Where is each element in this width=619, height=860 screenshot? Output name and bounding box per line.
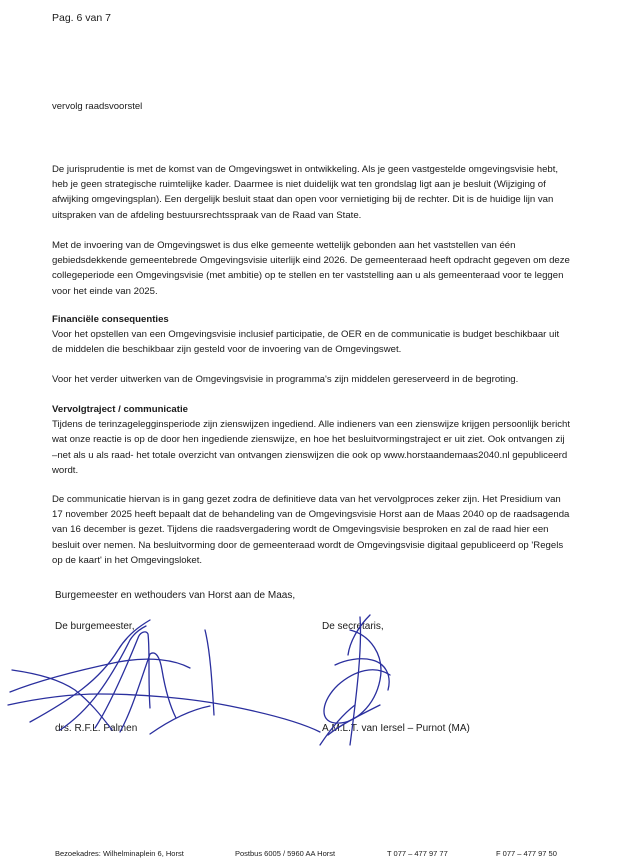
financial-section xyxy=(52,312,572,358)
mayor-title: De burgemeester, xyxy=(55,621,135,632)
body-section-1 xyxy=(52,162,572,223)
footer-phone: T 077 – 477 97 77 xyxy=(387,849,448,858)
page-number: Pag. 6 van 7 xyxy=(52,12,111,24)
signature-intro: Burgemeester en wethouders van Horst aan de Maas, xyxy=(55,590,296,601)
footer-fax: F 077 – 477 97 50 xyxy=(496,849,557,858)
mayor-signature-image xyxy=(0,610,340,750)
followup-section xyxy=(52,402,572,478)
paragraph-jurisprudence: De jurisprudentie is met de komst van de Omgevingswet in ontwikkeling. Als je geen vastgestelde omgevingsvisie hebt, heb je geen strategische ruimtelijke kader. Daarmee is niet duidelijk wat ten grondslag ligt aan je besluit (Wijziging of afwijking omgevingsplan). Een dergelijk besluit staat dan open voor vernietiging bij de rechter. Dit is de huidige lijn van uitspraken van de afdeling bestuursrechtsspraak van de Raad van State. xyxy=(52,164,559,221)
paragraph-programmes: Voor het verder uitwerken van de Omgevingsvisie in programma's zijn middelen gereserveerd in de begroting. xyxy=(52,374,519,385)
body-section-6 xyxy=(52,492,572,568)
paragraph-budget: Voor het opstellen van een Omgevingsvisie inclusief participatie, de OER en de communicatie is budget beschikbaar uit de middelen die beschikbaar zijn gesteld voor de invoering van de Omgevingswet. xyxy=(52,329,560,356)
footer-postal-address: Postbus 6005 / 5960 AA Horst xyxy=(235,849,336,858)
body-section-2 xyxy=(52,238,572,299)
footer-visit-address: Bezoekadres: Wilhelminaplein 6, Horst xyxy=(55,849,184,858)
secretary-name: A.M.L.T. van Iersel – Purnot (MA) xyxy=(322,723,470,734)
secretary-signature-image xyxy=(300,605,410,755)
financial-heading: Financiële consequenties xyxy=(52,314,169,325)
paragraph-zienswijzen: Tijdens de terinzagelegginsperiode zijn zienswijzen ingediend. Alle indieners van een zienswijze krijgen persoonlijk bericht wat onze reactie is op de door hen ingediende zienswijze, en hoe het besluitvormingstraject er uit ziet. Ook ontvangen zij –net als u als raad- het totale overzicht van ontvangen zienswijzen die ook op www.horstaandemaas2040.nl gepubliceerd wordt. xyxy=(52,419,571,476)
continuation-label: vervolg raadsvoorstel xyxy=(52,101,143,112)
mayor-name: drs. R.F.L. Palmen xyxy=(55,723,138,734)
body-section-4 xyxy=(52,372,572,387)
followup-heading: Vervolgtraject / communicatie xyxy=(52,404,188,415)
secretary-title: De secretaris, xyxy=(322,621,384,632)
paragraph-communication: De communicatie hiervan is in gang gezet zodra de definitieve data van het vervolgproces zeker zijn. Het Presidium van 17 november 2025 heeft bepaalt dat de behandeling van de Omgevingsvisie Horst aan de Maas 2040 op de raadsagenda van 16 december is gezet. Tijdens die raadsvergadering wordt de Omgevingsvisie besproken en zal de raad hier een besluit over nemen. Na besluitvorming door de gemeenteraad wordt de Omgevingsvisie digitaal gepubliceerd op 'Regels op de kaart' in het Omgevingsloket. xyxy=(52,494,570,566)
paragraph-introduction: Met de invoering van de Omgevingswet is dus elke gemeente wettelijk gebonden aan het vaststellen van één gebiedsdekkende gemeentebrede Omgevingsvisie uiterlijk eind 2026. De gemeenteraad heeft opdracht gegeven om deze collegeperiode een Omgevingsvisie (met ambitie) op te stellen en ter vaststelling aan u als gemeenteraad voor te leggen voor het einde van 2025. xyxy=(52,240,570,297)
